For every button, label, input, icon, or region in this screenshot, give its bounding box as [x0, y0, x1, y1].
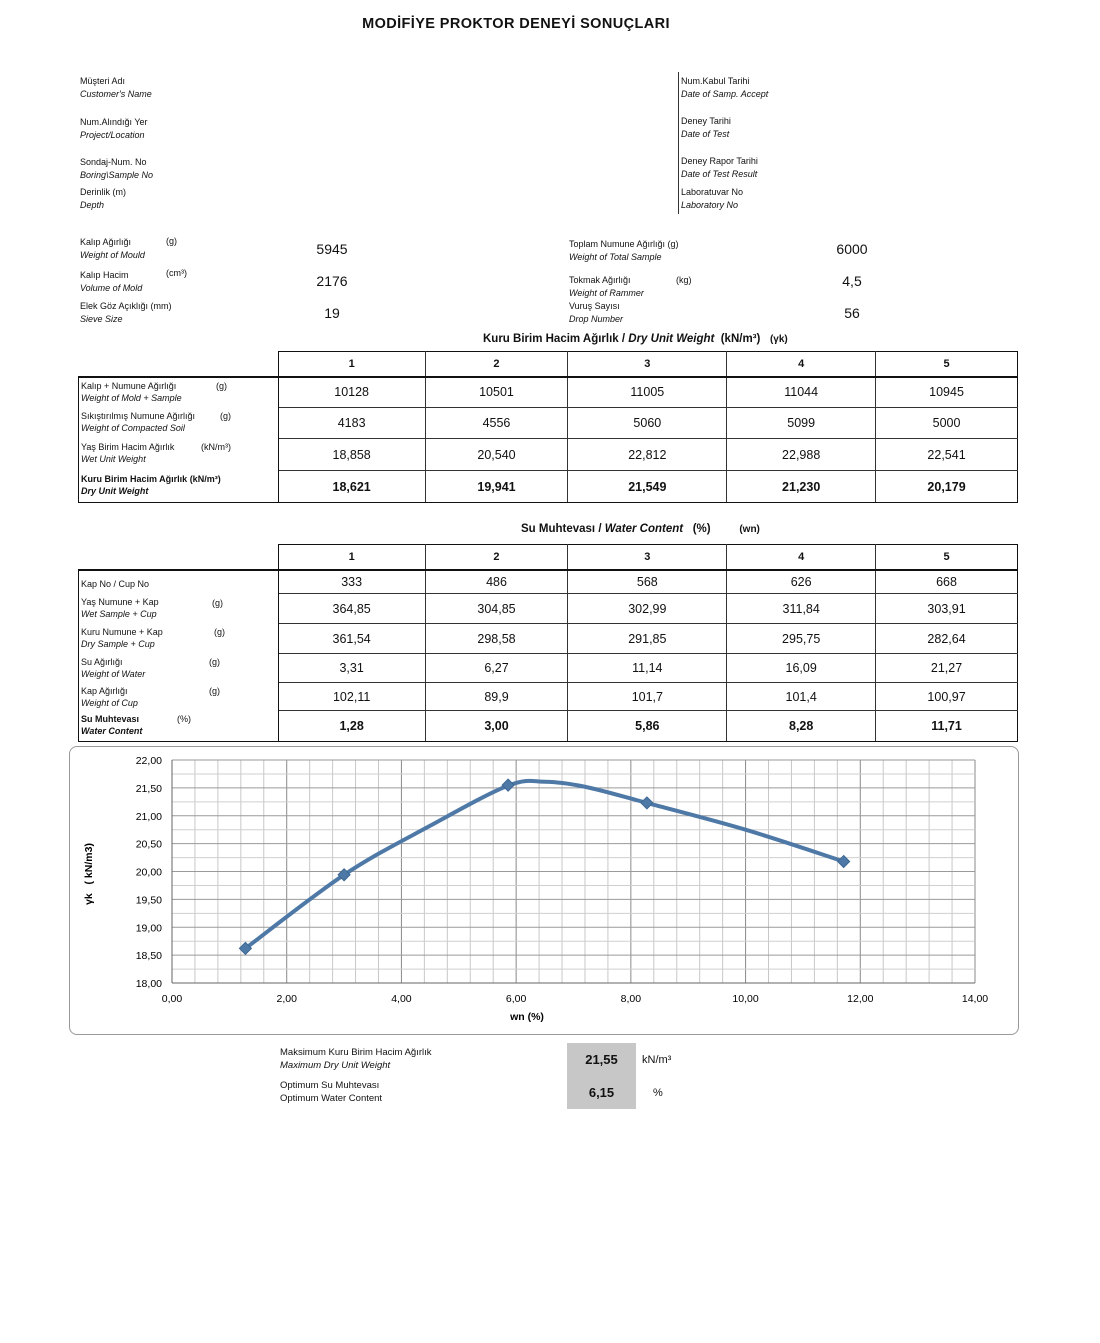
label-tr: Vuruş Sayısı — [569, 301, 620, 311]
cell-value: 21,27 — [876, 654, 1018, 683]
column-header: 1 — [278, 545, 425, 570]
cell-value: 5060 — [568, 408, 727, 439]
cell-value: 4183 — [278, 408, 425, 439]
drop-number-value: 56 — [844, 305, 860, 321]
cell-value: 18,858 — [278, 439, 425, 471]
label-en: Date of Test Result — [681, 168, 758, 179]
label-tr: Toplam Numune Ağırlığı (g) — [569, 239, 679, 249]
cell-value: 102,11 — [278, 683, 425, 711]
cell-value: 364,85 — [278, 594, 425, 624]
label-tr: Num.Alındığı Yer — [80, 117, 148, 127]
cell-value: 20,179 — [876, 471, 1018, 503]
label-en: Weight of Rammer — [569, 287, 644, 298]
title-unit: (kN/m³) — [720, 333, 761, 345]
cell-value: 11044 — [727, 377, 876, 408]
total-sample-weight-value: 6000 — [836, 241, 868, 257]
y-tick-label: 20,00 — [135, 866, 162, 879]
cell-value: 10128 — [278, 377, 425, 408]
column-header: 3 — [568, 352, 727, 377]
cell-value: 668 — [876, 570, 1018, 594]
label-en: Depth — [80, 199, 105, 210]
label-en: Date of Test — [681, 128, 730, 139]
cell-value: 5,86 — [568, 711, 727, 742]
y-tick-label: 20,50 — [135, 838, 162, 851]
cell-value: 311,84 — [727, 594, 876, 624]
cell-value: 295,75 — [727, 624, 876, 654]
title-en: Dry Unit Weight — [628, 333, 715, 345]
label-en: Maximum Dry Unit Weight — [280, 1059, 391, 1071]
mold-volume-unit: (cm³) — [166, 268, 187, 278]
label-tr: Sıkıştırılmış Numune Ağırlığı — [81, 410, 196, 421]
title-tr: Kuru Birim Hacim Ağırlık / — [483, 333, 629, 345]
row-unit: (%) — [177, 713, 191, 724]
title-unit: (%) — [692, 523, 711, 535]
opt-wc-label — [280, 1080, 382, 1105]
column-header: 5 — [876, 352, 1018, 377]
label-tr: Tokmak Ağırlığı — [569, 275, 631, 285]
title-symbol: (wn) — [739, 524, 760, 535]
cell-value: 568 — [568, 570, 727, 594]
label-en: Wet Sample + Cup — [81, 608, 157, 619]
max-dry-value: 21,55 — [567, 1043, 636, 1076]
data-point — [641, 797, 653, 809]
label-en: Volume of Mold — [80, 282, 143, 293]
cell-value: 302,99 — [568, 594, 727, 624]
page-title: MODİFİYE PROKTOR DENEYİ SONUÇLARI — [362, 16, 670, 32]
cell-value: 19,941 — [425, 471, 568, 503]
label-en: Weight of Total Sample — [569, 251, 662, 262]
y-tick-label: 21,50 — [135, 782, 162, 795]
y-axis-label: γk ( kN/m3) — [83, 843, 95, 905]
max-dry-unit: kN/m³ — [642, 1054, 672, 1066]
x-tick-label: 12,00 — [847, 993, 874, 1005]
x-tick-label: 0,00 — [161, 993, 183, 1005]
row-unit: (g) — [209, 685, 220, 696]
x-tick-label: 2,00 — [276, 993, 297, 1005]
x-tick-label: 10,00 — [732, 993, 759, 1005]
label-en: Customer's Name — [80, 88, 152, 99]
column-header: 3 — [568, 545, 727, 570]
mold-volume-value: 2176 — [316, 273, 348, 289]
label-tr: Kuru Numune + Kap — [81, 626, 163, 637]
cell-value: 3,31 — [278, 654, 425, 683]
cell-value: 298,58 — [425, 624, 568, 654]
cell-value: 101,4 — [727, 683, 876, 711]
title-symbol: (γk) — [769, 334, 788, 345]
rammer-weight-unit: (kg) — [676, 275, 692, 285]
max-dry-label — [280, 1047, 432, 1072]
label-tr: Kalıp Ağırlığı — [80, 237, 132, 247]
title-tr: Su Muhtevası / — [521, 523, 605, 535]
x-axis-label: wn (%) — [510, 1011, 544, 1023]
cell-value: 626 — [727, 570, 876, 594]
label-tr: Deney Tarihi — [681, 116, 731, 126]
label-tr: Elek Göz Açıklığı (mm) — [80, 301, 172, 311]
column-header: 2 — [425, 352, 568, 377]
cell-value: 11,71 — [876, 711, 1018, 742]
cell-value: 22,988 — [727, 439, 876, 471]
label-en: Dry Unit Weight — [81, 485, 149, 496]
opt-wc-unit: % — [653, 1087, 663, 1099]
cell-value: 303,91 — [876, 594, 1018, 624]
x-tick-label: 6,00 — [505, 993, 527, 1005]
cell-value: 20,540 — [425, 439, 568, 471]
column-header: 2 — [425, 545, 568, 570]
cell-value: 10501 — [425, 377, 568, 408]
y-tick-label: 19,50 — [135, 894, 162, 907]
cell-value: 5099 — [727, 408, 876, 439]
cell-value: 21,549 — [568, 471, 727, 503]
label-en: Sieve Size — [80, 313, 123, 324]
label-tr: Sondaj-Num. No — [80, 157, 147, 167]
row-unit: (g) — [220, 410, 231, 421]
cell-value: 11005 — [568, 377, 727, 408]
cell-value: 100,97 — [876, 683, 1018, 711]
cell-value: 1,28 — [278, 711, 425, 742]
cell-value: 21,230 — [727, 471, 876, 503]
y-tick-label: 22,00 — [135, 755, 162, 767]
cell-value: 22,812 — [568, 439, 727, 471]
label-en: Laboratory No — [681, 199, 739, 210]
label-en: Project/Location — [80, 129, 145, 140]
cell-value: 11,14 — [568, 654, 727, 683]
cell-value: 291,85 — [568, 624, 727, 654]
column-header: 4 — [727, 352, 876, 377]
cell-value: 4556 — [425, 408, 568, 439]
label-en: Date of Samp. Accept — [681, 88, 769, 99]
x-tick-label: 14,00 — [961, 993, 989, 1005]
label-en: Boring\Sample No — [80, 169, 154, 180]
chart-curve — [245, 781, 843, 949]
fit-curve-line — [245, 781, 843, 949]
label-tr: Yaş Birim Hacim Ağırlık — [81, 441, 175, 452]
label-en: Water Content — [81, 725, 143, 736]
row-unit: (g) — [216, 380, 227, 391]
x-tick-label: 8,00 — [620, 993, 642, 1005]
label-tr: Müşteri Adı — [80, 76, 126, 86]
label-tr: Su Muhtevası — [81, 713, 140, 724]
cell-value: 8,28 — [727, 711, 876, 742]
row-unit: (kN/m³) — [201, 441, 231, 452]
title-en: Water Content — [604, 523, 684, 535]
y-tick-label: 18,00 — [135, 978, 162, 990]
cell-value: 486 — [425, 570, 568, 594]
cell-value: 282,64 — [876, 624, 1018, 654]
row-unit: (g) — [214, 626, 225, 637]
label-en: Drop Number — [569, 313, 624, 324]
label-en: Weight of Mould — [80, 249, 145, 260]
x-tick-label: 4,00 — [391, 993, 412, 1005]
opt-wc-value: 6,15 — [567, 1076, 636, 1109]
label-tr: Derinlik (m) — [80, 187, 126, 197]
row-unit: (g) — [209, 656, 220, 667]
label-tr: Kap Ağırlığı — [81, 685, 128, 696]
label-tr: Kuru Birim Hacim Ağırlık (kN/m³) — [81, 473, 221, 484]
label-tr: Num.Kabul Tarihi — [681, 76, 750, 86]
label-tr: Yaş Numune + Kap — [81, 596, 159, 607]
label-tr: Kap No / Cup No — [81, 578, 150, 589]
cell-value: 10945 — [876, 377, 1018, 408]
y-tick-label: 21,00 — [135, 810, 162, 823]
column-header: 5 — [876, 545, 1018, 570]
cell-value: 101,7 — [568, 683, 727, 711]
label-tr: Maksimum Kuru Birim Hacim Ağırlık — [280, 1047, 432, 1058]
label-en: Weight of Compacted Soil — [81, 422, 185, 433]
chart-grid — [172, 760, 975, 983]
label-tr: Deney Rapor Tarihi — [681, 156, 758, 166]
label-en: Optimum Water Content — [280, 1092, 383, 1104]
cell-value: 22,541 — [876, 439, 1018, 471]
y-tick-label: 18,50 — [135, 950, 162, 963]
cell-value: 16,09 — [727, 654, 876, 683]
cell-value: 3,00 — [425, 711, 568, 742]
label-en: Dry Sample + Cup — [81, 638, 155, 649]
mould-weight-value: 5945 — [316, 241, 348, 257]
cell-value: 5000 — [876, 408, 1018, 439]
cell-value: 18,621 — [278, 471, 425, 503]
label-en: Weight of Mold + Sample — [81, 392, 182, 403]
sieve-size-value: 19 — [324, 305, 340, 321]
label-en: Weight of Cup — [81, 697, 138, 708]
label-tr: Optimum Su Muhtevası — [280, 1080, 380, 1091]
label-en: Wet Unit Weight — [81, 453, 146, 464]
cell-value: 361,54 — [278, 624, 425, 654]
row-unit: (g) — [212, 597, 223, 608]
cell-value: 6,27 — [425, 654, 568, 683]
cell-value: 304,85 — [425, 594, 568, 624]
column-header: 1 — [278, 352, 425, 377]
rammer-weight-value: 4,5 — [842, 273, 862, 289]
label-tr: Su Ağırlığı — [81, 656, 123, 667]
chart-points — [239, 779, 849, 954]
cell-value: 89,9 — [425, 683, 568, 711]
label-en: Weight of Water — [81, 668, 146, 679]
column-header: 4 — [727, 545, 876, 570]
y-tick-label: 19,00 — [135, 922, 162, 935]
label-tr: Kalıp + Numune Ağırlığı — [81, 380, 177, 391]
label-tr: Kalıp Hacim — [80, 270, 129, 280]
mould-weight-unit: (g) — [166, 236, 177, 246]
cell-value: 333 — [278, 570, 425, 594]
label-tr: Laboratuvar No — [681, 187, 744, 197]
